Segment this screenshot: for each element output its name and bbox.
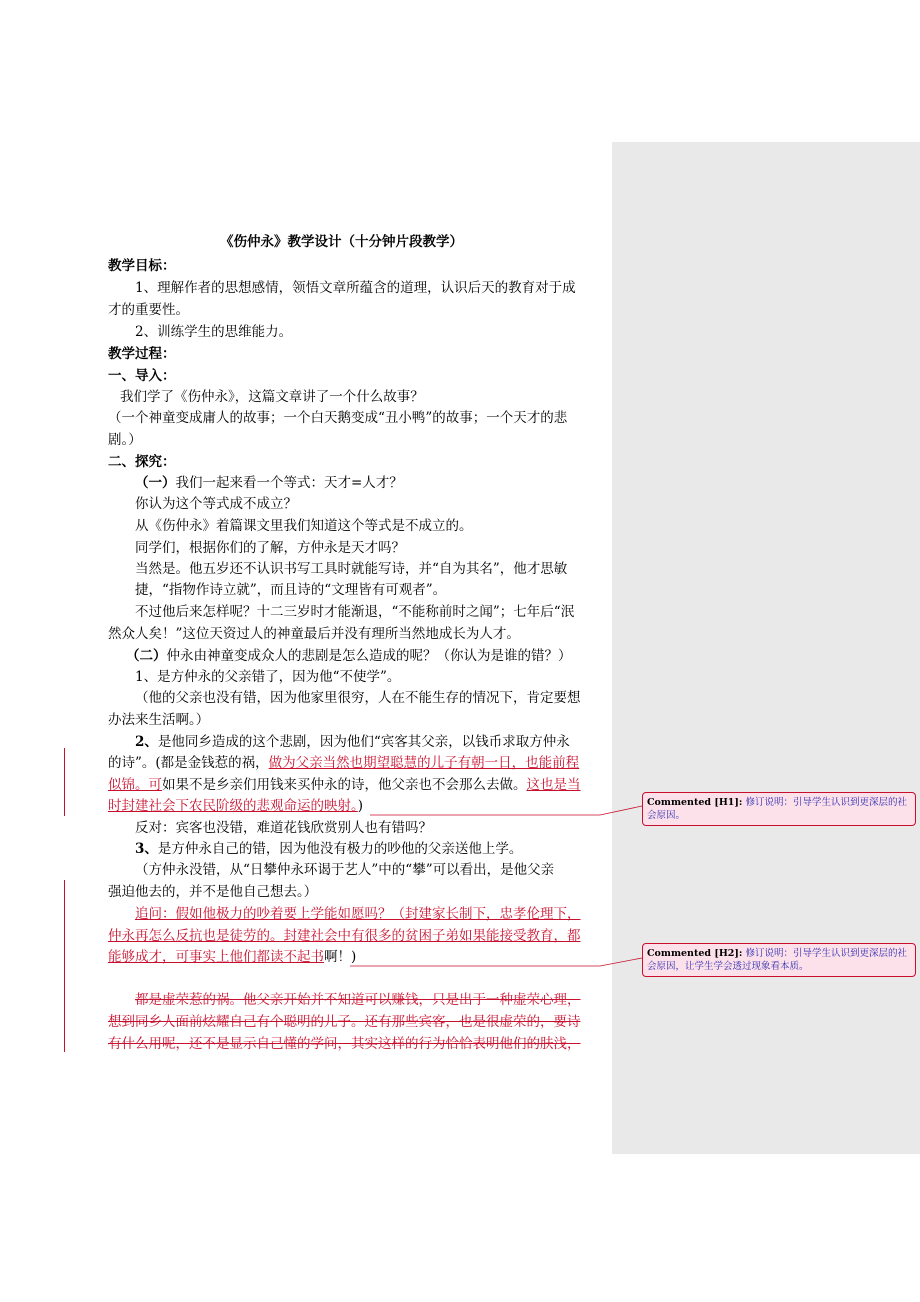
paragraph: （一个神童变成庸人的故事；一个白天鹅变成“丑小鸭”的故事；一个天才的悲 <box>108 410 568 426</box>
tracked-insertion[interactable]: 似锦。可 <box>108 777 162 793</box>
paragraph: 1、理解作者的思想感情，领悟文章所蕴含的道理，认识后天的教育对于成 <box>135 280 576 296</box>
tracked-deletion[interactable]: 想到同乡人面前炫耀自己有个聪明的儿子。还有那些宾客，也是很虚荣的，要诗 <box>108 1014 581 1030</box>
sub-label: （一） <box>135 475 176 491</box>
paragraph <box>108 926 581 946</box>
comment-author: Commented [H2]: <box>647 948 743 959</box>
comment-balloon[interactable] <box>642 792 916 826</box>
paragraph: （他的父亲也没有错，因为他家里很穷，人在不能生存的情况下，肯定要想 <box>135 690 581 706</box>
tracked-insertion[interactable]: 追问：假如他极力的吵着要上学能如愿吗？（封建家长制下，忠孝伦理下， <box>135 906 581 922</box>
tracked-insertion[interactable]: 时封建社会下农民阶级的悲观命运的映射。 <box>108 798 358 814</box>
paragraph <box>108 796 363 816</box>
section-heading: 一、导入： <box>108 368 176 384</box>
paragraph: 才的重要性。 <box>108 302 189 318</box>
text: 仲永由神童变成众人的悲剧是怎么造成的呢？（你认为是谁的错？） <box>166 648 572 664</box>
text: 的诗”。(都是金钱惹的祸， <box>108 755 269 771</box>
process-heading: 教学过程： <box>108 346 176 362</box>
paragraph <box>108 775 581 795</box>
comment-author: Commented [H1]: <box>647 797 743 808</box>
paragraph <box>135 904 581 924</box>
paragraph <box>108 947 356 967</box>
comment-text: 修订说明：引导学生认识到更深层的社会原因，让学生学会透过现象看本质。 <box>647 948 907 972</box>
paragraph <box>135 473 403 493</box>
text: 啊！) <box>324 949 357 965</box>
paragraph <box>126 646 572 666</box>
text: 是他同乡造成的这个悲剧，因为他们“宾客其父亲，以钱币求取方仲永 <box>157 734 570 750</box>
text: 如果不是乡亲们用钱来买仲永的诗，他父亲也不会那么去做。 <box>162 777 527 793</box>
paragraph <box>108 753 579 773</box>
paragraph: 不过他后来怎样呢？十二三岁时才能渐退，“不能称前时之闻”；七年后“泯 <box>135 604 575 620</box>
text: 我们一起来看一个等式：天才=人才？ <box>175 475 403 491</box>
text: 是方仲永自己的错，因为他没有极力的吵他的父亲送他上学。 <box>157 841 523 857</box>
paragraph <box>135 990 581 1010</box>
tracked-deletion[interactable]: 都是虚荣惹的祸。他父亲开始并不知道可以赚钱，只是出于一种虚荣心理， <box>135 992 581 1008</box>
paragraph: 1、是方仲永的父亲错了，因为他“不使学”。 <box>135 669 401 685</box>
paragraph <box>108 1034 581 1054</box>
document-title: 《伤仲永》教学设计（十分钟片段教学） <box>220 234 463 250</box>
paragraph: 当然是。他五岁还不认识书写工具时就能写诗，并“自为其名”，他才思敏 <box>135 561 568 577</box>
tracked-deletion[interactable]: 有什么用呢，还不是显示自己懂的学问，其实这样的行为恰恰表明他们的肤浅， <box>108 1036 581 1052</box>
paragraph <box>135 839 522 859</box>
sub-label: （二） <box>126 648 167 664</box>
paragraph: 从《伤仲永》着篇课文里我们知道这个等式是不成立的。 <box>135 518 473 534</box>
change-bar <box>64 880 65 1052</box>
paragraph: 2、训练学生的思维能力。 <box>135 324 293 340</box>
section-heading: 二、探究： <box>108 454 176 470</box>
sub-label: 3、 <box>135 841 158 857</box>
paragraph: 同学们，根据你们的了解，方仲永是天才吗？ <box>135 540 405 556</box>
sub-label: 2、 <box>135 734 158 750</box>
goals-heading: 教学目标： <box>108 258 176 274</box>
paragraph: 然众人矣！”这位天资过人的神童最后并没有理所当然地成长为人才。 <box>108 626 520 642</box>
paragraph <box>108 1012 581 1032</box>
comment-balloon[interactable] <box>642 943 916 977</box>
paragraph: 反对：宾客也没错，难道花钱欣赏别人也有错吗？ <box>135 820 432 836</box>
paragraph: 剧。） <box>108 432 142 448</box>
paragraph: 强迫他去的，并不是他自己想去。） <box>108 884 318 900</box>
text: ) <box>357 798 364 814</box>
paragraph: （方仲永没错，从“日攀仲永环谒于艺人”中的“攀”可以看出，是他父亲 <box>135 862 555 878</box>
paragraph <box>135 732 570 752</box>
paragraph: 你认为这个等式成不成立？ <box>135 496 297 512</box>
tracked-insertion[interactable]: 这也是当 <box>526 777 581 793</box>
tracked-insertion[interactable]: 仲永再怎么反抗也是徒劳的。封建社会中有很多的贫困子弟如果能接受教育，都 <box>108 928 581 944</box>
tracked-insertion[interactable]: 能够成才，可事实上他们都读不起书 <box>108 949 324 965</box>
comment-margin-panel <box>612 142 920 1154</box>
paragraph: 捷，“指物作诗立就”，而且诗的“文理皆有可观者”。 <box>135 582 447 598</box>
comment-text: 修订说明：引导学生认识到更深层的社会原因。 <box>647 797 907 821</box>
change-bar <box>64 748 65 816</box>
paragraph: 我们学了《伤仲永》，这篇文章讲了一个什么故事？ <box>120 389 424 405</box>
tracked-insertion[interactable]: 做为父亲当然也期望聪慧的儿子有朝一日，也能前程 <box>268 755 580 771</box>
paragraph: 办法来生活啊。） <box>108 712 210 728</box>
